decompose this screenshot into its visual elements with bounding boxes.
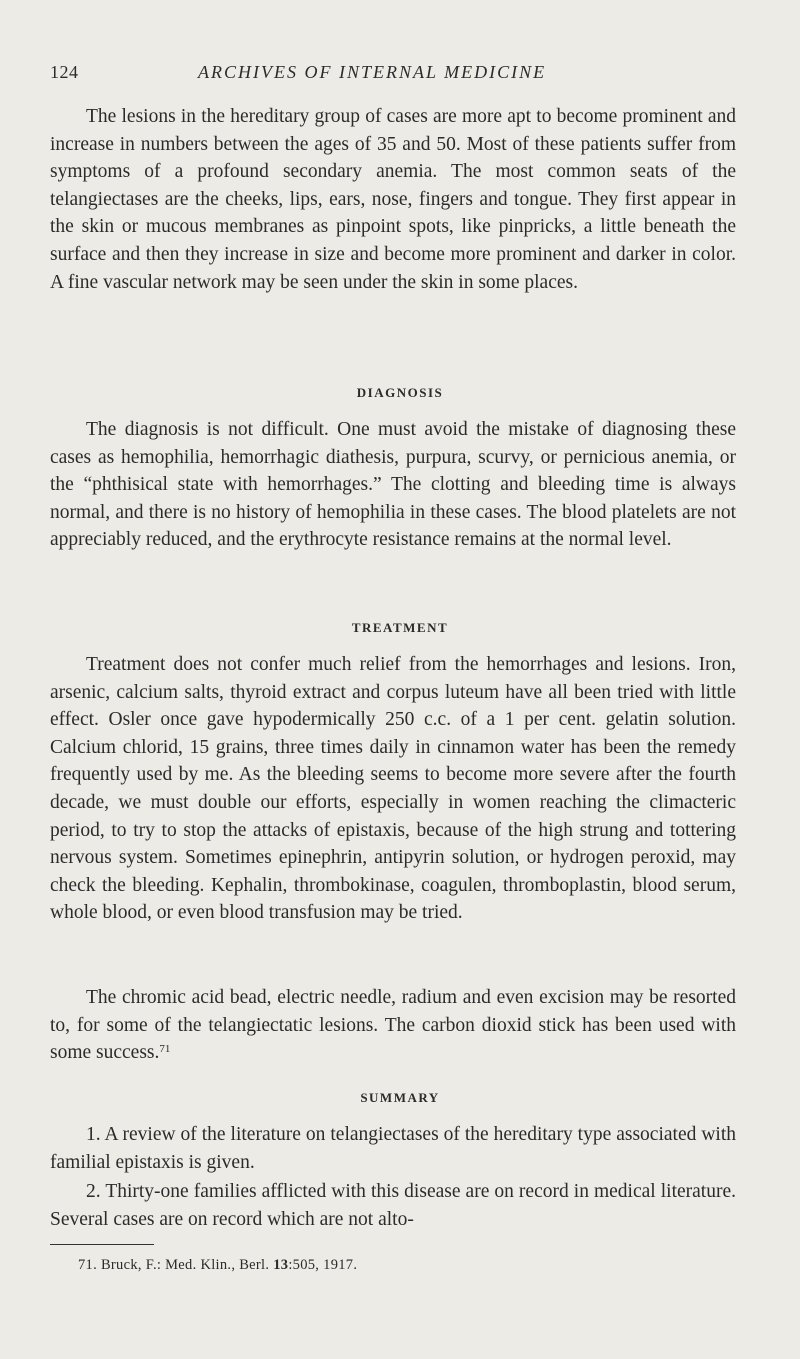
footnote-divider xyxy=(50,1244,154,1245)
footnote-volume: 13 xyxy=(273,1257,289,1273)
footnote xyxy=(78,1257,357,1274)
summary-heading: SUMMARY xyxy=(360,1090,440,1105)
diagnosis-heading: DIAGNOSIS xyxy=(356,385,444,400)
footnote-citation: 71. Bruck, F.: Med. Klin., Berl. xyxy=(78,1257,274,1273)
treatment-heading: TREATMENT xyxy=(351,620,449,635)
footnote-pages-year: :505, 1917. xyxy=(288,1257,358,1273)
treatment-paragraph-2-text: The chromic acid bead, electric needle, radium and even excision may be resorted to, for some of the telangiectatic lesions. The carbon dioxid stick has been used with some success. xyxy=(50,987,736,1064)
intro-paragraph: The lesions in the hereditary group of cases are more apt to become prominent and increase in numbers between the ages of 35 and 50. Most of these patients suffer from symptoms of a profound secondary anemia. The most common seats of the telangiectases are the cheeks, lips, ears, nose, fingers and tongue. They first appear in the skin or mucous membranes as pinpoint spots, like pinpricks, a little beneath the surface and then they increase in size and become more prominent and darker in color. A fine vascular network may be seen under the skin in some places. xyxy=(50,106,736,293)
treatment-paragraph-1: Treatment does not confer much relief from the hemorrhages and lesions. Iron, arsenic, calcium salts, thyroid extract and corpus luteum have all been tried with little effect. Osler once gave hypodermically 250 c.c. of a 1 per cent. gelatin solution. Calcium chlorid, 15 grains, three times daily in cinnamon water has been the remedy frequently used by me. As the bleeding seems to become more severe after the fourth decade, we must double our efforts, especially in women reaching the climacteric period, to try to stop the attacks of epistaxis, because of the high strung and tottering nervous system. Sometimes epinephrin, antipyrin solution, or hydrogen peroxid, may check the bleeding. Kephalin, thrombokinase, coagulen, thromboplastin, blood serum, whole blood, or even blood transfusion may be tried. xyxy=(50,654,736,924)
running-head xyxy=(50,62,740,88)
journal-title: ARCHIVES OF INTERNAL MEDICINE xyxy=(198,62,547,82)
summary-item-2: 2. Thirty-one families afflicted with this disease are on record in medical literature. Several cases are on record which are not alto- xyxy=(50,1181,736,1230)
summary-item-1: 1. A review of the literature on telangiectases of the hereditary type associated with familial epistaxis is given. xyxy=(50,1124,736,1173)
treatment-paragraph-2 xyxy=(50,984,736,1067)
diagnosis-paragraph: The diagnosis is not difficult. One must avoid the mistake of diagnosing these cases as hemophilia, hemorrhagic diathesis, purpura, scurvy, or pernicious anemia, or the “phthisical state with hemorrhages.” The clotting and bleeding time is always normal, and there is no history of hemophilia in these cases. The blood platelets are not appreciably reduced, and the erythrocyte resistance remains at the normal level. xyxy=(50,419,736,551)
page-number: 124 xyxy=(50,62,79,82)
footnote-reference[interactable]: 71 xyxy=(159,1043,171,1056)
